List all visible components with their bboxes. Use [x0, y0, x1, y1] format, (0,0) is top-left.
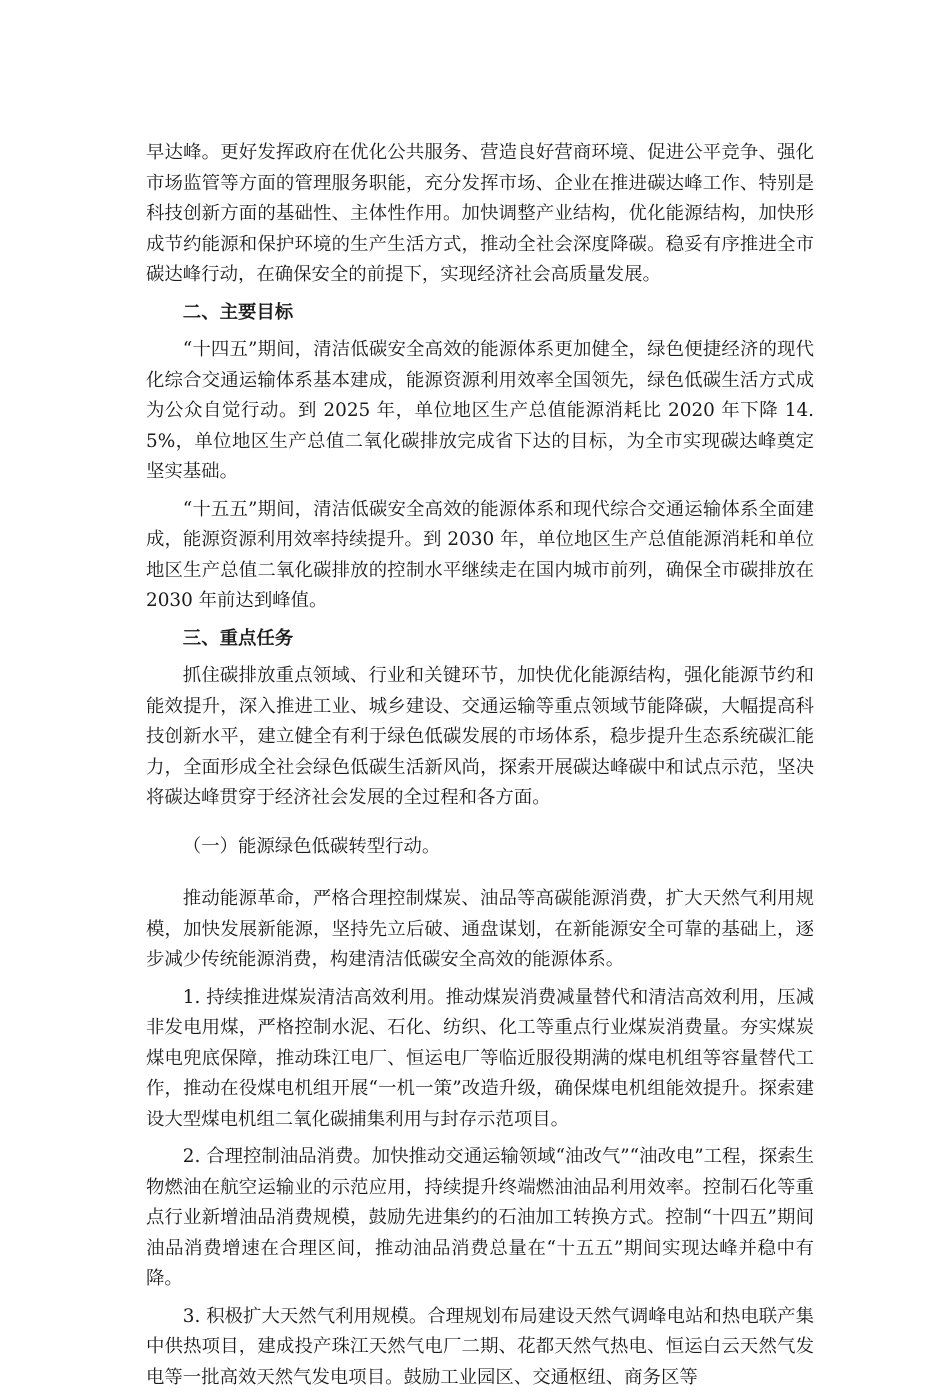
list-item-coal-utilization: 1. 持续推进煤炭清洁高效利用。推动煤炭消费减量替代和清洁高效利用，压减非发电用煤，严格控制水泥、石化、纺织、化工等重点行业煤炭消费量。夯实煤炭煤电兜底保障，推动珠江电厂、恒运电厂等临近服役期满的煤电机组等容量替代工作，推动在役煤电机组开展“一机一策”改造升级，确保煤电机组能效提升。探索建设大型煤电机组二氧化碳捕集利用与封存示范项目。 — [146, 983, 814, 1136]
list-item-oil-consumption: 2. 合理控制油品消费。加快推动交通运输领域“油改气”“油改电”工程，探索生物燃油在航空运输业的示范应用，持续提升终端燃油油品利用效率。控制石化等重点行业新增油品消费规模，鼓励先进集约的石油加工转换方式。控制“十四五”期间油品消费增速在合理区间，推动油品消费总量在“十五五”期间实现达峰并稳中有降。 — [146, 1142, 814, 1295]
section-heading-key-tasks: 三、重点任务 — [146, 624, 814, 655]
paragraph-intro: 早达峰。更好发挥政府在优化公共服务、营造良好营商环境、促进公平竞争、强化市场监管等方面的管理服务职能，充分发挥市场、企业在推进碳达峰工作、特别是科技创新方面的基础性、主体性作用。加快调整产业结构，优化能源结构，加快形成节约能源和保护环境的生产生活方式，推动全社会深度降碳。稳妥有序推进全市碳达峰行动，在确保安全的前提下，实现经济社会高质量发展。 — [146, 138, 814, 291]
paragraph-energy-transition: 推动能源革命，严格合理控制煤炭、油品等高碳能源消费，扩大天然气利用规模，加快发展新能源，坚持先立后破、通盘谋划，在新能源安全可靠的基础上，逐步减少传统能源消费，构建清洁低碳安全高效的能源体系。 — [146, 884, 814, 976]
list-item-natural-gas: 3. 积极扩大天然气利用规模。合理规划布局建设天然气调峰电站和热电联产集中供热项目，建成投产珠江天然气电厂二期、花都天然气热电、恒运白云天然气发电等一批高效天然气发电项目。鼓励工业园区、交通枢纽、商务区等 — [146, 1302, 814, 1393]
paragraph-goal-15th-plan: “十五五”期间，清洁低碳安全高效的能源体系和现代综合交通运输体系全面建成，能源资源利用效率持续提升。到 2030 年，单位地区生产总值能源消耗和单位地区生产总值二氧化碳排放的控制水平继续走在国内城市前列，确保全市碳排放在 2030 年前达到峰值。 — [146, 495, 814, 617]
paragraph-key-tasks: 抓住碳排放重点领域、行业和关键环节，加快优化能源结构，强化能源节约和能效提升，深入推进工业、城乡建设、交通运输等重点领域节能降碳，大幅提高科技创新水平，建立健全有利于绿色低碳发展的市场体系，稳步提升生态系统碳汇能力，全面形成全社会绿色低碳生活新风尚，探索开展碳达峰碳中和试点示范，坚决将碳达峰贯穿于经济社会发展的全过程和各方面。 — [146, 661, 814, 814]
paragraph-goal-14th-plan: “十四五”期间，清洁低碳安全高效的能源体系更加健全，绿色便捷经济的现代化综合交通运输体系基本建成，能源资源利用效率全国领先，绿色低碳生活方式成为公众自觉行动。到 2025 年，单位地区生产总值能源消耗比 2020 年下降 14.5%，单位地区生产总值二氧化碳排放完成省下达的目标，为全市实现碳达峰奠定坚实基础。 — [146, 335, 814, 488]
subsection-heading-energy-transition: （一）能源绿色低碳转型行动。 — [146, 832, 814, 863]
section-heading-main-goals: 二、主要目标 — [146, 298, 814, 329]
document-body — [146, 138, 814, 1393]
